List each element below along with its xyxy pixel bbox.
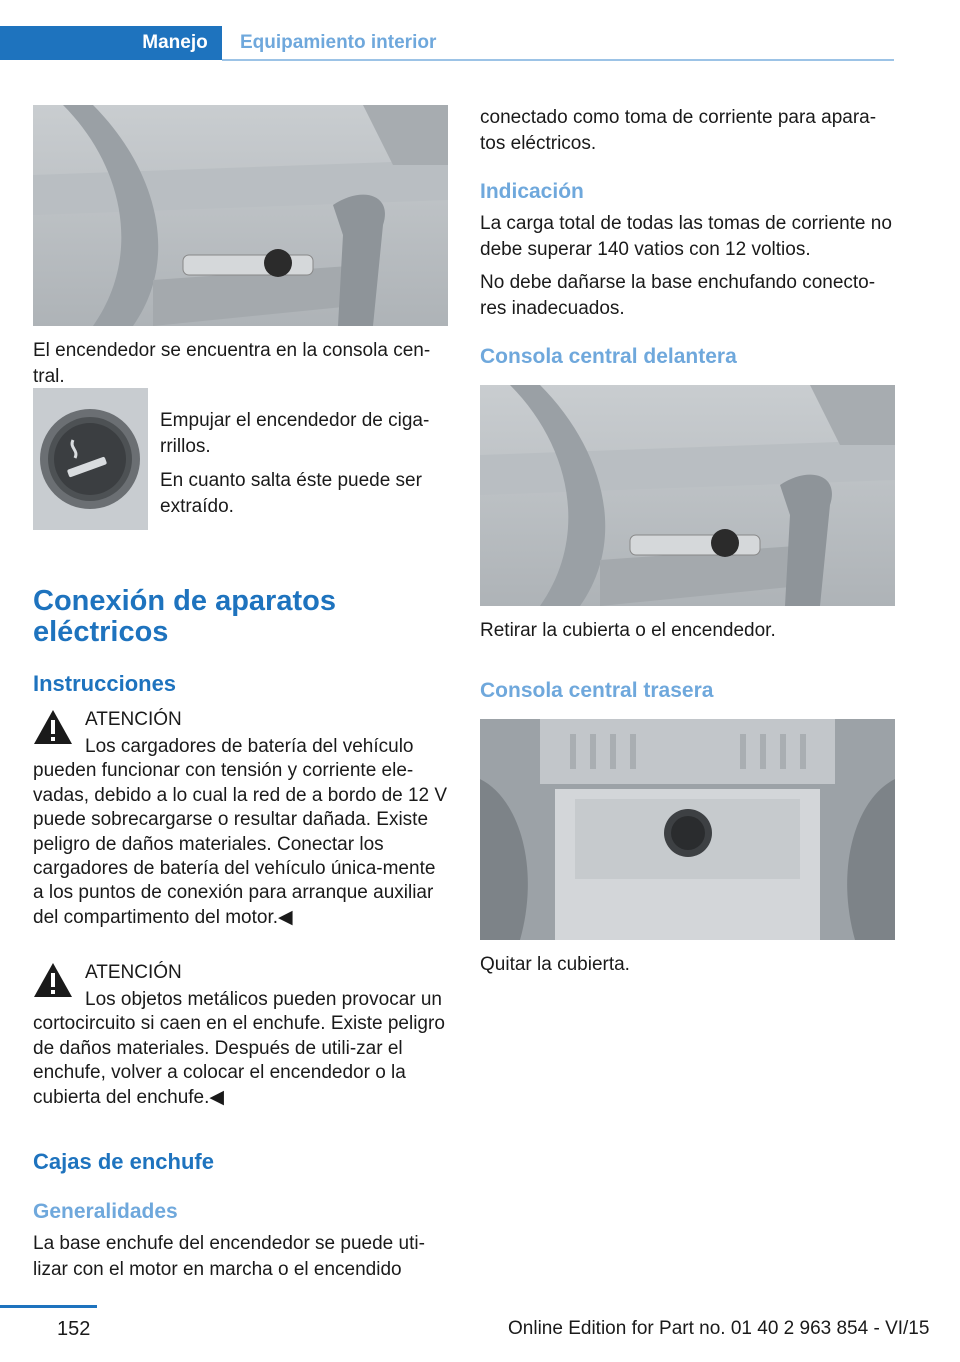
edition-text: Online Edition for Part no. 01 40 2 963 854 - VI/15	[508, 1318, 930, 1339]
section-title-line1: Conexión de aparatos	[33, 585, 336, 617]
general-heading: Generalidades	[33, 1200, 178, 1223]
rear-console-heading: Consola central trasera	[480, 679, 714, 702]
rear-console-caption: Quitar la cubierta.	[480, 954, 630, 975]
sockets-heading: Cajas de enchufe	[33, 1149, 214, 1174]
warning-title-2: ATENCIÓN	[85, 962, 182, 983]
warning-body-1: Los cargadores de batería del vehículo pueden funcionar con tensión y corriente ele-vadas, debido a lo cual la red de a bordo de 12 V puede sobrecargarse o resultar dañada. Existe peligro de daños materiales. Conectar los cargadores de batería del vehículo única-mente a los puntos de conexión para arranque auxiliar del compartimento del motor.◀	[33, 736, 448, 928]
page-number: 152	[57, 1318, 91, 1340]
rear-console-photo	[480, 719, 895, 940]
header-rule	[222, 59, 894, 61]
front-console-photo	[480, 385, 895, 606]
warning-block-2	[33, 960, 448, 1120]
instructions-heading: Instrucciones	[33, 671, 177, 696]
pull-lighter-text: En cuanto salta éste puede ser extraído.	[160, 470, 422, 517]
cigarette-lighter-photo	[33, 388, 148, 530]
front-console-caption: Retirar la cubierta o el encendedor.	[480, 620, 776, 641]
header-tab-manejo[interactable]: Manejo	[142, 32, 208, 53]
continued-text: conectado como toma de corriente para apara-tos eléctricos.	[480, 107, 877, 154]
center-console-photo	[33, 105, 448, 326]
general-text: La base enchufe del encendedor se puede uti-lizar con el motor en marcha o el encendido	[33, 1233, 425, 1280]
footer-rule	[0, 1305, 97, 1308]
warning-body-2: Los objetos metálicos pueden provocar un cortocircuito si caen en el enchufe. Existe peligro de daños materiales. Después de utili-zar el enchufe, volver a colocar el encendedor o la cubierta del enchufe.◀	[33, 989, 445, 1108]
caption-lighter-location: El encendedor se encuentra en la consola cen-tral.	[33, 340, 431, 387]
warning-title-1: ATENCIÓN	[85, 709, 182, 730]
push-lighter-text: Empujar el encendedor de ciga-rrillos.	[160, 410, 430, 457]
note-text-2: No debe dañarse la base enchufando conecto-res inadecuados.	[480, 272, 876, 319]
warning-block-1	[33, 707, 448, 942]
header-tab-equipamiento[interactable]: Equipamiento interior	[240, 32, 437, 53]
section-title-line2: eléctricos	[33, 616, 169, 648]
front-console-heading: Consola central delantera	[480, 345, 737, 368]
note-heading: Indicación	[480, 180, 584, 203]
note-text-1: La carga total de todas las tomas de corriente no debe superar 140 vatios con 12 voltios.	[480, 213, 892, 260]
